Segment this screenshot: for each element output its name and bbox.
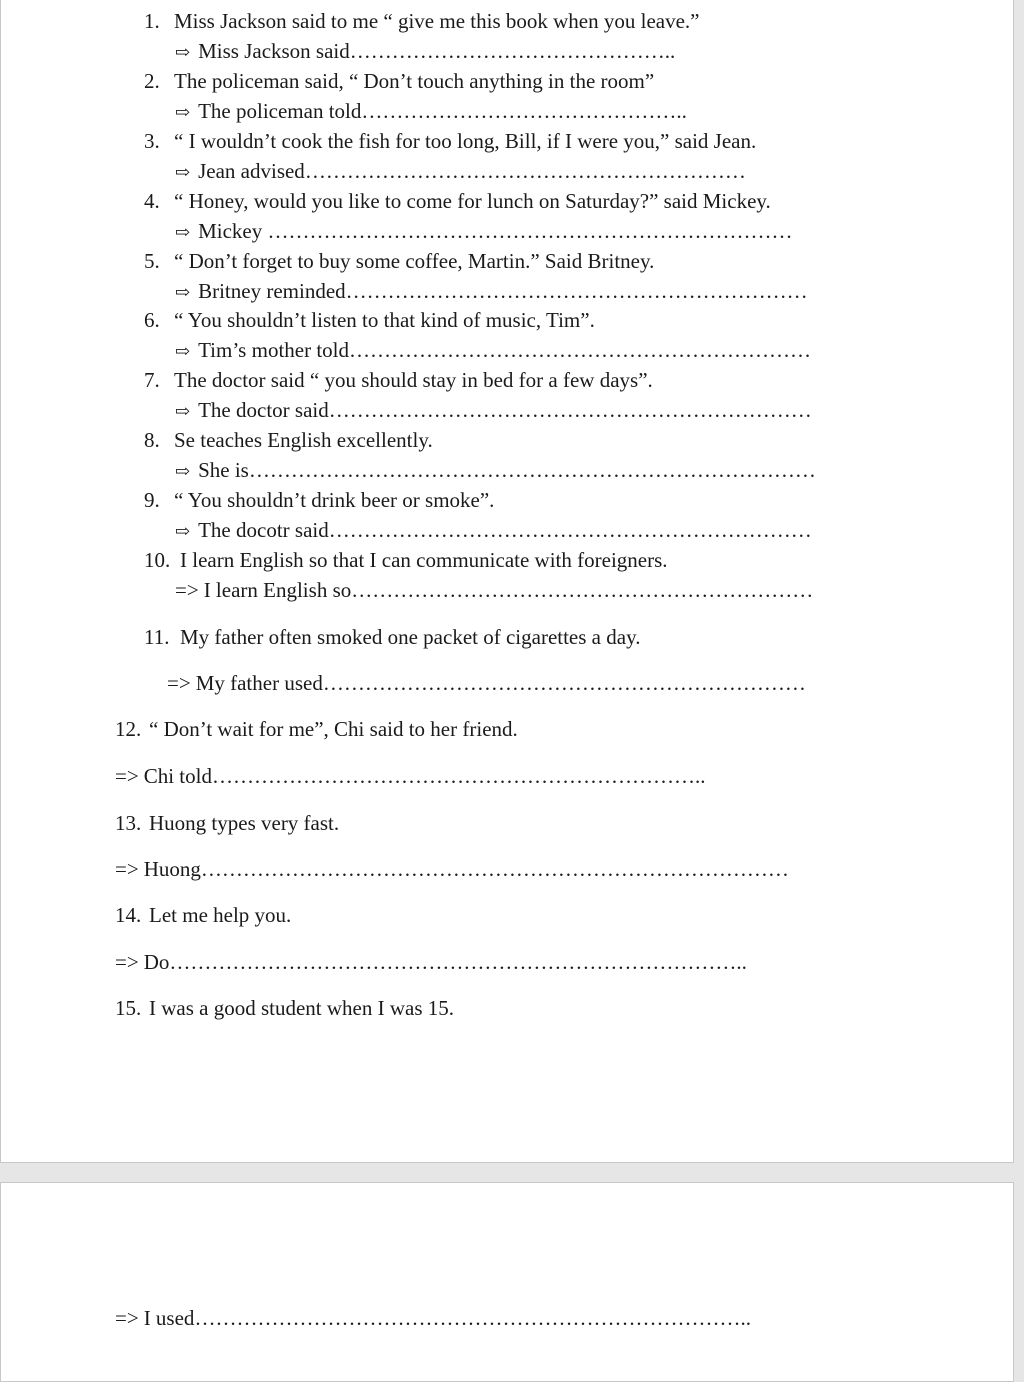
- arrow-right-icon: ⇨: [175, 401, 191, 421]
- arrow-marker: =>: [115, 764, 139, 788]
- question-text: “ Don’t forget to buy some coffee, Martin.” Said Britney.: [174, 249, 655, 273]
- answer-blank[interactable]: ……………………………………………………………: [328, 518, 812, 542]
- arrow-marker: =>: [115, 857, 139, 881]
- answer-6: [175, 340, 811, 361]
- answer-blank[interactable]: ……………………………………………………………..: [211, 764, 706, 788]
- answer-prompt: Jean advised: [198, 159, 305, 183]
- answer-prompt: Tim’s mother told: [198, 338, 350, 362]
- answer-blank[interactable]: ………………………………………………………………………: [248, 458, 816, 482]
- question-11: [144, 627, 640, 648]
- question-text: Let me help you.: [149, 903, 292, 927]
- question-14: [115, 905, 291, 926]
- arrow-right-icon: ⇨: [175, 162, 191, 182]
- answer-prompt: I learn English so: [203, 578, 352, 602]
- answer-9: [175, 520, 812, 541]
- question-13: [115, 813, 339, 834]
- document-page-2: [0, 1182, 1014, 1382]
- question-10: [144, 550, 668, 571]
- arrow-right-icon: ⇨: [175, 282, 191, 302]
- question-text: The doctor said “ you should stay in bed for a few days”.: [174, 368, 653, 392]
- answer-13: [115, 859, 789, 880]
- answer-prompt: I used: [143, 1306, 195, 1330]
- answer-prompt: Huong: [143, 857, 201, 881]
- answer-blank[interactable]: ……………………………………………………………: [322, 671, 806, 695]
- answer-blank[interactable]: …………………………………………………………: [345, 279, 808, 303]
- arrow-marker: =>: [175, 578, 199, 602]
- answer-prompt: She is: [198, 458, 249, 482]
- answer-prompt: Britney reminded: [198, 279, 346, 303]
- question-8: [144, 430, 433, 451]
- question-text: Huong types very fast.: [149, 811, 340, 835]
- answer-7: [175, 400, 812, 421]
- arrow-right-icon: ⇨: [175, 102, 191, 122]
- question-5: [144, 251, 654, 272]
- question-text: “ You shouldn’t listen to that kind of music, Tim”.: [174, 308, 595, 332]
- answer-blank[interactable]: …………………………………………………………………………: [200, 857, 789, 881]
- question-number: 15.: [115, 996, 142, 1020]
- answer-blank[interactable]: ………………………………………..: [349, 39, 676, 63]
- answer-prompt: Do: [143, 950, 170, 974]
- question-text: I was a good student when I was 15.: [149, 996, 455, 1020]
- arrow-right-icon: ⇨: [175, 222, 191, 242]
- question-3: [144, 131, 756, 152]
- question-number: 14.: [115, 903, 142, 927]
- answer-15: [115, 1308, 751, 1329]
- answer-prompt: The policeman told: [198, 99, 362, 123]
- answer-blank[interactable]: ……………………………………………………………: [328, 398, 812, 422]
- question-text: “ Don’t wait for me”, Chi said to her friend.: [149, 717, 518, 741]
- question-text: I learn English so that I can communicate with foreigners.: [180, 548, 668, 572]
- answer-11: [167, 673, 806, 694]
- answer-5: [175, 281, 808, 302]
- question-number: 5.: [144, 249, 160, 273]
- arrow-right-icon: ⇨: [175, 341, 191, 361]
- answer-12: [115, 766, 705, 787]
- answer-prompt: Mickey: [198, 219, 268, 243]
- arrow-right-icon: ⇨: [175, 461, 191, 481]
- answer-prompt: My father used: [195, 671, 323, 695]
- answer-blank[interactable]: …………………………………………………………………: [267, 219, 793, 243]
- answer-3: [175, 161, 746, 182]
- answer-blank[interactable]: ……………………………………………………………………..: [194, 1306, 751, 1330]
- question-text: “ I wouldn’t cook the fish for too long, Bill, if I were you,” said Jean.: [174, 129, 757, 153]
- question-text: Miss Jackson said to me “ give me this book when you leave.”: [174, 9, 700, 33]
- question-number: 6.: [144, 308, 160, 332]
- question-number: 1.: [144, 9, 160, 33]
- answer-blank[interactable]: …………………………………………………………: [351, 578, 814, 602]
- answer-blank[interactable]: ………………………………………………………: [304, 159, 746, 183]
- answer-1: [175, 41, 675, 62]
- question-number: 13.: [115, 811, 142, 835]
- arrow-right-icon: ⇨: [175, 521, 191, 541]
- question-text: “ Honey, would you like to come for lunch on Saturday?” said Mickey.: [174, 189, 771, 213]
- question-12: [115, 719, 518, 740]
- question-7: [144, 370, 653, 391]
- answer-prompt: Miss Jackson said: [198, 39, 350, 63]
- question-text: Se teaches English excellently.: [174, 428, 433, 452]
- question-text: My father often smoked one packet of cigarettes a day.: [180, 625, 641, 649]
- question-number: 3.: [144, 129, 160, 153]
- question-number: 11.: [144, 625, 170, 649]
- question-1: [144, 11, 699, 32]
- question-9: [144, 490, 494, 511]
- answer-prompt: The doctor said: [198, 398, 329, 422]
- question-number: 7.: [144, 368, 160, 392]
- question-6: [144, 310, 595, 331]
- question-number: 2.: [144, 69, 160, 93]
- question-number: 4.: [144, 189, 160, 213]
- question-text: “ You shouldn’t drink beer or smoke”.: [174, 488, 495, 512]
- answer-prompt: The docotr said: [198, 518, 329, 542]
- answer-10: [175, 580, 813, 601]
- arrow-right-icon: ⇨: [175, 42, 191, 62]
- question-number: 9.: [144, 488, 160, 512]
- answer-prompt: Chi told: [143, 764, 212, 788]
- answer-8: [175, 460, 816, 481]
- question-text: The policeman said, “ Don’t touch anything in the room”: [174, 69, 655, 93]
- answer-14: [115, 952, 747, 973]
- question-4: [144, 191, 771, 212]
- answer-blank[interactable]: …………………………………………………………: [349, 338, 812, 362]
- arrow-marker: =>: [115, 1306, 139, 1330]
- answer-blank[interactable]: ………………………………………………………………………..: [169, 950, 747, 974]
- question-number: 8.: [144, 428, 160, 452]
- arrow-marker: =>: [115, 950, 139, 974]
- arrow-marker: =>: [167, 671, 191, 695]
- question-2: [144, 71, 654, 92]
- question-number: 12.: [115, 717, 142, 741]
- answer-blank[interactable]: ………………………………………..: [361, 99, 687, 123]
- question-15: [115, 998, 454, 1019]
- question-number: 10.: [144, 548, 171, 572]
- answer-2: [175, 101, 687, 122]
- answer-4: [175, 221, 793, 242]
